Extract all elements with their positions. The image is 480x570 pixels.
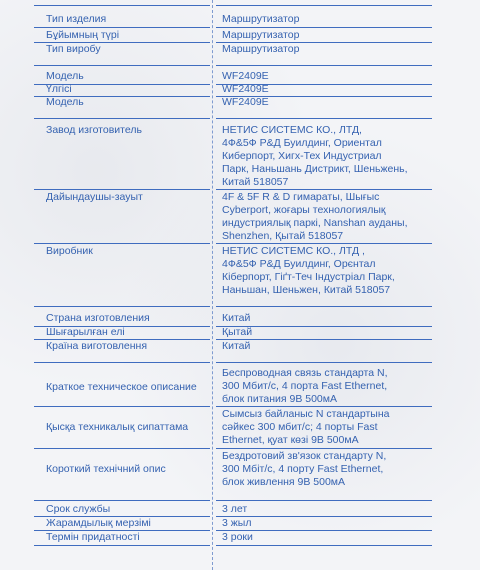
life-ua-label: Термін придатності bbox=[46, 531, 140, 543]
desc-ru-line-1: Беспроводная связь стандарта N, bbox=[222, 367, 388, 379]
rule bbox=[34, 500, 210, 501]
life-ru-label: Срок службы bbox=[46, 503, 111, 515]
desc-ru-line-3: блок питания 9В 500мА bbox=[222, 393, 337, 405]
rule bbox=[216, 545, 432, 546]
type-ua-value: Маршрутизатор bbox=[222, 43, 300, 55]
rule bbox=[216, 306, 432, 307]
desc-ua-line-1: Бездротовий зв'язок стандарту N, bbox=[222, 450, 387, 462]
rule bbox=[216, 118, 432, 119]
desc-ru-line-2: 300 Мбит/с, 4 порта Fast Ethernet, bbox=[222, 380, 388, 392]
country-ru-value: Китай bbox=[222, 312, 251, 324]
maker-kz-line-2: Cyberport, жоғары технологиялық bbox=[222, 204, 386, 216]
rule bbox=[34, 189, 210, 190]
rule bbox=[216, 5, 432, 6]
maker-ua-line-1: НЕТИС СИСТЕМС КО., ЛТД , bbox=[222, 245, 365, 257]
column-divider bbox=[212, 0, 213, 570]
desc-kz-label: Қысқа техникалық сипаттама bbox=[46, 421, 189, 433]
rule bbox=[34, 406, 210, 407]
maker-kz-line-4: Shenzhen, Қытай 518057 bbox=[222, 230, 344, 242]
rule bbox=[34, 243, 210, 244]
country-ru-label: Страна изготовления bbox=[46, 312, 150, 324]
rule bbox=[34, 306, 210, 307]
model-ru-label: Модель bbox=[46, 70, 84, 82]
rule bbox=[216, 27, 432, 28]
country-ua-value: Китай bbox=[222, 340, 251, 352]
desc-ru-label: Краткое техническое описание bbox=[46, 381, 197, 393]
maker-ua-line-3: Кіберпорт, Гіґт-Теч Індустріал Парк, bbox=[222, 271, 395, 283]
country-kz-label: Шығарылған елі bbox=[46, 326, 125, 338]
maker-ru-line-4: Парк, Наньшань Дистрикт, Шеньжень, bbox=[222, 163, 408, 175]
maker-ua-line-2: 4Ф&5Ф Р&Д Буилдинг, Орєнтал bbox=[222, 258, 376, 270]
rule bbox=[216, 362, 432, 363]
country-ua-label: Країна виготовлення bbox=[46, 340, 148, 352]
life-kz-label: Жарамдылық мерзімі bbox=[46, 517, 151, 529]
model-ua-value: WF2409E bbox=[222, 96, 269, 108]
desc-ua-line-3: блок живлення 9В 500мА bbox=[222, 476, 346, 488]
life-kz-value: 3 жыл bbox=[222, 517, 252, 529]
rule bbox=[216, 448, 432, 449]
rule bbox=[34, 27, 210, 28]
desc-ua-label: Короткий технічний опис bbox=[46, 463, 166, 475]
rule bbox=[34, 545, 210, 546]
desc-kz-line-2: сәйкес 300 мбит/с; 4 порты Fast bbox=[222, 421, 378, 433]
maker-ru-line-5: Китай 518057 bbox=[222, 176, 289, 188]
rule bbox=[216, 243, 432, 244]
desc-ua-line-2: 300 Мбіт/с, 4 порту Fast Ethernet, bbox=[222, 463, 384, 475]
desc-kz-line-1: Сымсыз байланыс N стандартына bbox=[222, 408, 390, 420]
life-ru-value: 3 лет bbox=[222, 503, 248, 515]
rule bbox=[216, 500, 432, 501]
maker-ua-line-4: Наньшан, Шеньжен, Китай 518057 bbox=[222, 284, 391, 296]
type-kz-label: Бұйымның түрі bbox=[46, 29, 120, 41]
rule bbox=[34, 5, 210, 6]
type-ua-label: Тип виробу bbox=[46, 43, 101, 55]
type-ru-value: Маршрутизатор bbox=[222, 13, 300, 25]
desc-kz-line-3: Ethernet, қуат көзі 9В 500мА bbox=[222, 434, 359, 446]
maker-kz-label: Дайындаушы-зауыт bbox=[46, 191, 143, 203]
life-ua-value: 3 роки bbox=[222, 531, 253, 543]
maker-ru-line-2: 4Ф&5Ф Р&Д Буилдинг, Ориентал bbox=[222, 137, 382, 149]
rule bbox=[34, 448, 210, 449]
maker-ua-label: Виробник bbox=[46, 245, 93, 257]
model-ua-label: Модель bbox=[46, 96, 84, 108]
type-kz-value: Маршрутизатор bbox=[222, 29, 300, 41]
maker-kz-line-1: 4F & 5F R & D гимараты, Шығыс bbox=[222, 191, 380, 203]
rule bbox=[34, 362, 210, 363]
rule bbox=[216, 406, 432, 407]
rule bbox=[216, 189, 432, 190]
model-ru-value: WF2409E bbox=[222, 70, 269, 82]
rule bbox=[34, 118, 210, 119]
type-ru-label: Тип изделия bbox=[46, 13, 107, 25]
country-kz-value: Қытай bbox=[222, 326, 253, 338]
maker-kz-line-3: индустриялық паркі, Nanshan ауданы, bbox=[222, 217, 408, 229]
maker-ru-label: Завод изготовитель bbox=[46, 124, 142, 136]
model-kz-label: Үлгісі bbox=[46, 83, 72, 95]
maker-ru-line-3: Киберпорт, Хигх-Тех Индустриал bbox=[222, 150, 382, 162]
maker-ru-line-1: НЕТИС СИСТЕМС КО., ЛТД, bbox=[222, 124, 362, 136]
rule bbox=[216, 65, 432, 66]
model-kz-value: WF2409E bbox=[222, 83, 269, 95]
rule bbox=[34, 65, 210, 66]
